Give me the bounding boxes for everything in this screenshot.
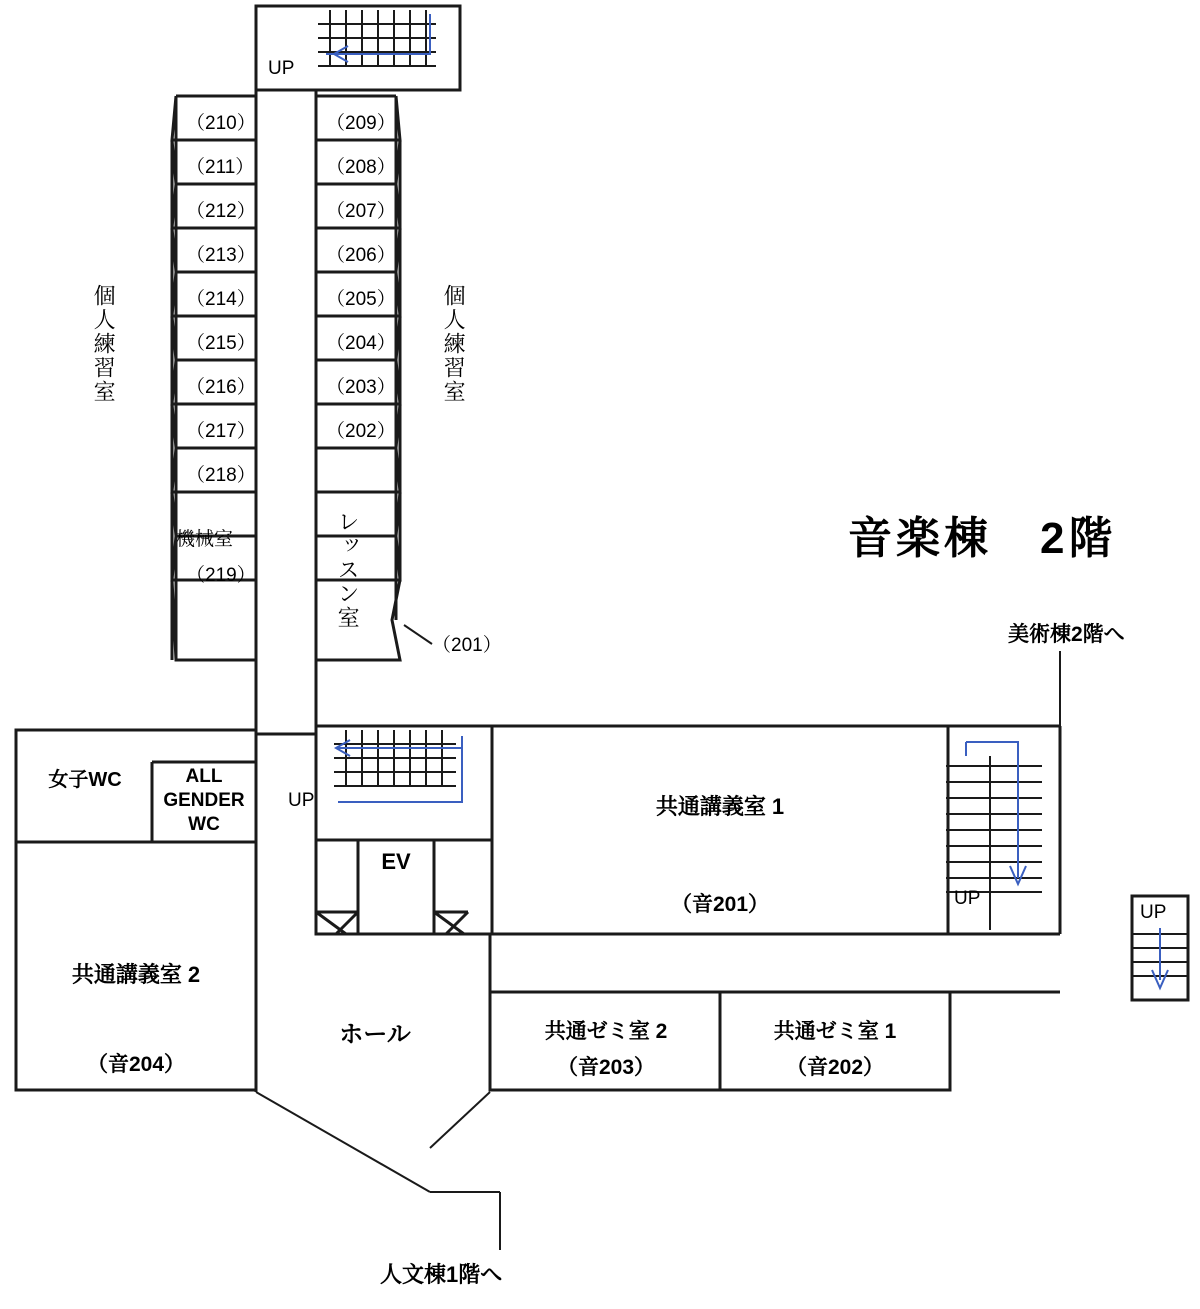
- practice-room-label-right: 個人練習室: [441, 284, 467, 404]
- lecture-room-2-name: 共通講義室 2: [71, 962, 201, 988]
- room-number-216: （216）: [186, 377, 256, 398]
- link-to-humanities-building[interactable]: 人文棟1階へ: [380, 1262, 503, 1287]
- hall-label: ホール: [339, 1021, 411, 1048]
- room-number-209: （209）: [326, 113, 396, 134]
- all-gender-wc-label: ALL GENDER WC: [163, 766, 245, 835]
- up-label-top: UP: [268, 58, 295, 79]
- lesson-room-number: （201）: [432, 635, 502, 656]
- room-number-210: （210）: [186, 113, 256, 134]
- up-label-mid: UP: [288, 790, 315, 811]
- lecture-room-1-number: （音201）: [670, 892, 770, 916]
- room-number-214: （214）: [186, 289, 256, 310]
- practice-room-label-left: 個人練習室: [91, 284, 117, 404]
- far-right-stair-arrow: [1152, 928, 1168, 988]
- room-number-206: （206）: [326, 245, 396, 266]
- page-title: 音楽棟 2階: [848, 514, 1117, 563]
- room-number-218: （218）: [186, 465, 256, 486]
- lesson-room-label: レッスン室: [335, 510, 361, 630]
- seminar-room-2-number: （音203）: [556, 1055, 656, 1079]
- seminar-room-1-number: （音202）: [785, 1055, 885, 1079]
- room-number-204: （204）: [326, 333, 396, 354]
- room-number-213: （213）: [186, 245, 256, 266]
- room-number-212: （212）: [186, 201, 256, 222]
- women-wc-label: 女子WC: [48, 768, 122, 791]
- room-number-217: （217）: [186, 421, 256, 442]
- machine-room-number: （219）: [186, 565, 256, 586]
- machine-room-label: 機械室: [176, 529, 234, 550]
- link-to-art-building[interactable]: 美術棟2階へ: [1008, 623, 1125, 646]
- room-number-203: （203）: [326, 377, 396, 398]
- room-number-207: （207）: [326, 201, 396, 222]
- lecture-room-2-number: （音204）: [86, 1052, 186, 1076]
- room-number-202: （202）: [326, 421, 396, 442]
- seminar-room-2-name: 共通ゼミ室 2: [544, 1019, 668, 1043]
- lecture-room-1-name: 共通講義室 1: [655, 794, 785, 820]
- seminar-room-1-name: 共通ゼミ室 1: [773, 1019, 897, 1043]
- top-stair-treads: [318, 10, 436, 66]
- room-number-205: （205）: [326, 289, 396, 310]
- room-number-211: （211）: [186, 157, 255, 178]
- room-number-215: （215）: [186, 333, 256, 354]
- mid-stair-treads: [334, 730, 456, 786]
- up-label-far-right: UP: [1140, 902, 1167, 923]
- ev-label: EV: [381, 849, 411, 875]
- mid-stair-arrow: [336, 736, 462, 802]
- room-number-208: （208）: [326, 157, 396, 178]
- up-label-right: UP: [954, 888, 981, 909]
